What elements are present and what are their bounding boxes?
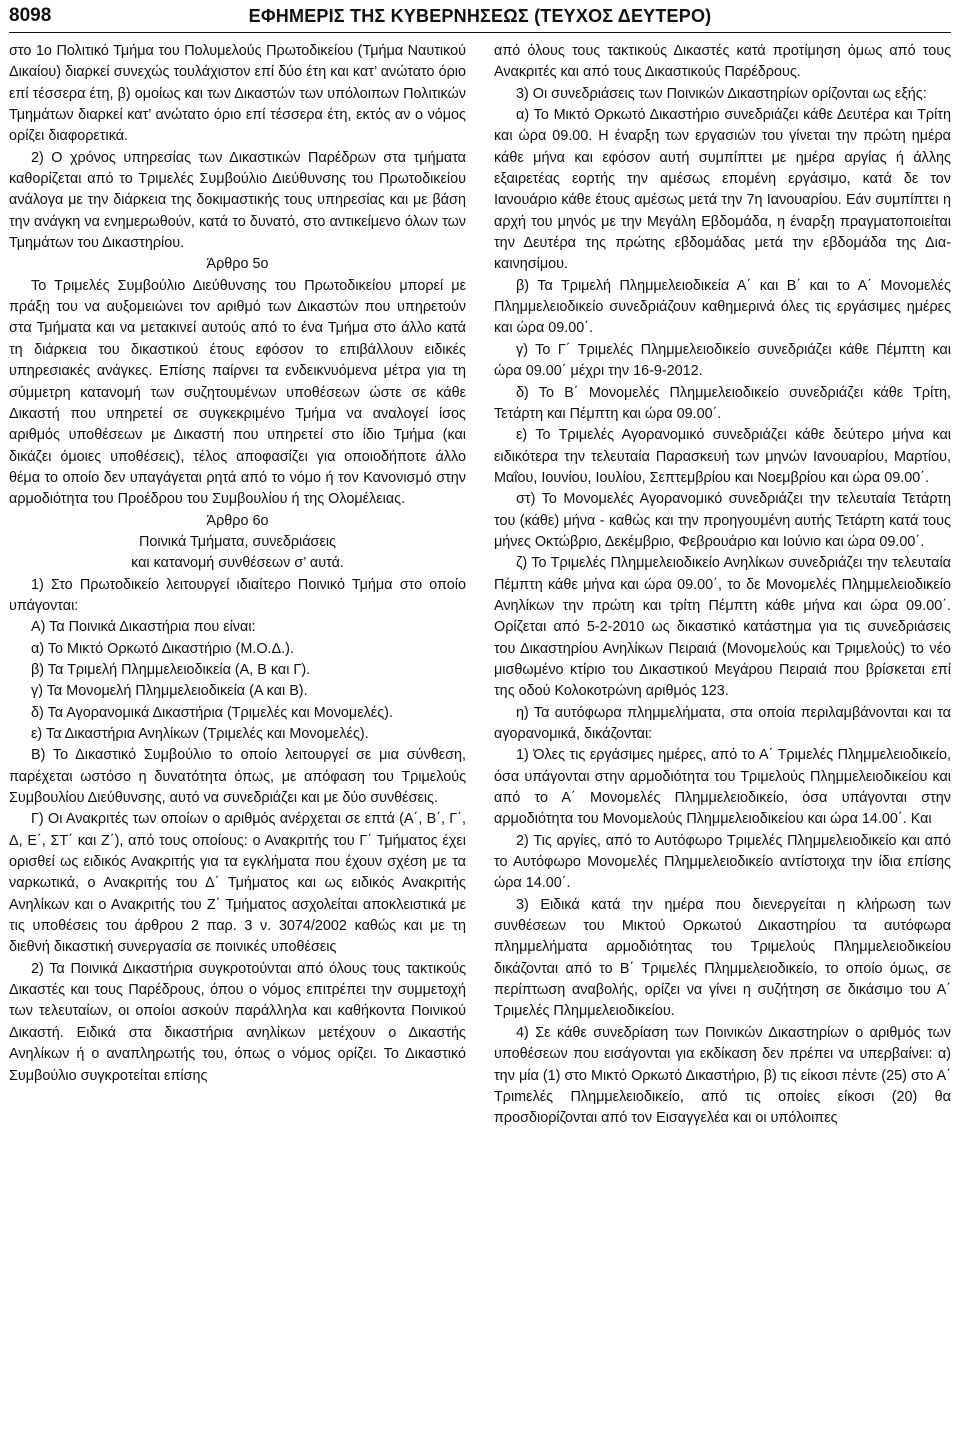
paragraph: β) Τα Τριμελή Πλημμελειοδικεία (Α, Β και Γ). xyxy=(31,661,311,678)
paragraph: στο 1ο Πολιτικό Τμήμα του Πολυμελούς Πρωτοδικείου (Τμήμα Ναυτικού Δικαίου) διαρκεί συνεχώς τουλάχιστον επί δύο έτη και κατ’ ανώτατο όριο επί τέσσερα έτη, β) ομοίως και των Δικαστών των υπόλοιπων Πολιτικών Τμημάτων διαρκεί κατ’ ανώτατο όριο επί τέσσερα έτη, εκτός αν ο νόμος ορίζει διαφορετικά. xyxy=(9,43,466,145)
paragraph: 2) Τα Ποινικά Δικαστήρια συγκροτούνται από όλους τους τακτικούς Δικαστές και τους Παρέδρους, όπου ο νόμος επιτρέπει την συμμετοχή των τελευταίων, οι οποίοι ασκούν παράλληλα και καθήκοντα Ποινικού Δικαστή. Ειδικά στα δικαστήρια ανηλίκων μετέχουν ο Δικαστής Ανηλίκων ή ο αναπληρωτής του, όπως ο νόμος ορίζει. Το Δικαστικό Συμβούλιο συγκροτείται επίσης xyxy=(9,960,466,1084)
paragraph: 2) Τις αργίες, από το Αυτόφωρο Τριμελές Πλημμελειοδικείο και από το Αυτόφωρο Μονομελές Πλημμελειοδικείο αντίστοιχα την ίδια επίσης ώρα 14.00΄. xyxy=(494,832,951,892)
paragraph: Α) Τα Ποινικά Δικαστήρια που είναι: xyxy=(31,619,256,636)
page-number: 8098 xyxy=(9,5,52,26)
paragraph: δ) Τα Αγορανομικά Δικαστήρια (Τριμελές και Μονομελές). xyxy=(31,704,393,721)
paragraph: ζ) Το Τριμελές Πλημμελειοδικείο Ανηλίκων συνεδριάζει την τελευταία Πέμπτη κάθε μήνα και ώρα 09.00΄, το δε Μονομελές Πλημμελειοδικείο Ανηλίκων την πρώτη και τρίτη Πέμπτη κάθε μήνα και ώρα 09.00΄. Ορίζεται από 5-2-2010 ως δικαστικό κατάστημα για τις συνεδριάσεις του Δικαστηρίου Ανηλίκων Πειραιά (Μονομελούς και Τριμελούς) το νέο μισθωμένο κτίριο του Δικαστικού Μεγάρου Πειραιά που βρίσκεται επί της οδού Κολοκοτρώνη αριθμός 123. xyxy=(494,555,951,700)
paragraph: 1) Όλες τις εργάσιμες ημέρες, από το Α΄ Τριμελές Πλημμελειοδικείο, όσα υπάγονται στην αρμοδιότητα του Τριμελούς Πλημμελειοδικείου και από το Α΄ Μονομελές Πλημμελειοδικείο, όσα υπάγονται στην αρμοδιότητα του Μονομελούς Πλημμελειοδικείου και ώρα 14.00΄. Και xyxy=(494,747,951,828)
paragraph: α) Το Μικτό Ορκωτό Δικαστήριο συνεδριάζει κάθε Δευτέρα και Τρίτη και ώρα 09.00. Η έναρξη των εργασιών του γίνεται την πρώτη ημέρα κάθε μήνα και εφόσον αυτή συμπίπτει με ημέρα αργίας ή άλλης εξαιρετέας εορτής την αμέσως επομένη εργάσιμο, κατά δε τον Ιανουάριο κάθε έτους αμέσως μετά την 7η Ιανουαρίου. Εάν συμπίπτει η αρχή του μηνός με την Μεγάλη Εβδομάδα, η έναρξη πραγματοποιείται την Δευτέρα της πρώτης εβδομάδας μετά την εβδομάδα της Διακαινησίμου. xyxy=(494,107,951,273)
paragraph: α) Το Μικτό Ορκωτό Δικαστήριο (Μ.Ο.Δ.). xyxy=(31,640,294,657)
paragraph: Το Τριμελές Συμβούλιο Διεύθυνσης του Πρωτοδικείου μπορεί με πράξη του να αυξομειώνει τον αριθμό των Δικαστών που υπηρετούν στα Τμήματα και να μετακινεί αυτούς από το ένα Τμήμα στο άλλο κατά τη διάρκεια του δικαστικού έτους εφόσον το επιβάλλουν ειδικές υπηρεσιακές ανάγκες. Επίσης παίρνει τα ενδεικνυόμενα μέτρα για τη σύμμετρη κατανομή των συζητουμένων υποθέσεων ώστε σε κάθε Δικαστή που υπηρετεί σε συγκεκριμένο Τμήμα να αναλογεί ίσος αριθμός υποθέσεων με Δικαστή που υπηρετεί στο ίδιο Τμήμα (και δικάζει όμοιες υποθέσεις), τέλος αποφασίζει για οποιοδήποτε άλλο θέμα το οποίο δεν υπαγάγεται ρητά από το νόμο ή τον Κανονισμό στην αρμοδιότητα του Προέδρου του Συμβουλίου ή της Ολομέλειας. xyxy=(9,277,466,508)
text-columns xyxy=(9,41,951,1130)
paragraph: γ) Το Γ΄ Τριμελές Πλημμελειοδικείο συνεδριάζει κάθε Πέμπτη και ώρα 09.00΄ μέχρι την 16-9-2012. xyxy=(494,341,951,380)
paragraph: Γ) Οι Ανακριτές των οποίων ο αριθμός ανέρχεται σε επτά (Α΄, Β΄, Γ΄, Δ, Ε΄, ΣΤ΄ και Ζ΄), από τους οποίους: ο Ανακριτής του Γ΄ Τμήματος έχει ορισθεί ως ειδικός Ανακριτής για τα εγκλήματα που έχουν σχέση με τα ναρκωτικά, ο Ανακριτής του Δ΄ Τμήματος και ως ειδικός Ανακριτής Ανηλίκων και ο Ανακριτής του Ζ΄ Τμήματος ασχολείται αποκλειστικά με τις υποθέσεις του άρθρου 2 παρ. 3 ν. 3074/2002 καθώς και με τη διεθνή δικαστική συνεργασία σε ποινικές υποθέσεις xyxy=(9,811,466,956)
journal-title: ΕΦΗΜΕΡΙΣ ΤΗΣ ΚΥΒΕΡΝΗΣΕΩΣ (ΤΕΥΧΟΣ ΔΕΥΤΕΡΟ) xyxy=(248,5,712,26)
paragraph: 1) Στο Πρωτοδικείο λειτουργεί ιδιαίτερο Ποινικό Τμήμα στο οποίο υπάγονται: xyxy=(9,576,466,614)
paragraph: ε) Τα Δικαστήρια Ανηλίκων (Τριμελές και Μονομελές). xyxy=(31,726,369,742)
right-column xyxy=(494,41,951,1130)
paragraph: γ) Τα Μονομελή Πλημμελειοδικεία (Α και Β). xyxy=(31,683,308,700)
paragraph: Β) Το Δικαστικό Συμβούλιο το οποίο λειτουργεί σε μια σύνθεση, παρέχεται ωστόσο η δυνατότητα όπως, με απόφαση του Τριμελούς Συμβουλίου Διεύθυνσης, αυτό να συνεδριάζει και με δύο συνθέσεις. xyxy=(9,747,466,807)
left-column xyxy=(9,41,466,1130)
section-heading: και κατανομή συνθέσεων σ’ αυτά. xyxy=(131,555,344,572)
paragraph: ε) Το Τριμελές Αγορανομικό συνεδριάζει κάθε δεύτερο μήνα και ειδικότερα την τελευταία Παρασκευή των μηνών Ιανουαρίου, Μαρτίου, Μαΐου, Ιουνίου, Ιουλίου, Σεπτεμβρίου και Νοεμβρίου και ώρα 09.00΄. xyxy=(494,427,951,486)
section-heading: Ποινικά Τμήματα, συνεδριάσεις xyxy=(138,533,336,550)
paragraph: 3) Οι συνεδριάσεις των Ποινικών Δικαστηρίων ορίζονται ως εξής: xyxy=(516,85,927,102)
paragraph: η) Τα αυτόφωρα πλημμελήματα, στα οποία περιλαμβάνονται και τα αγορανομικά, δικάζονται: xyxy=(494,704,951,742)
page-header xyxy=(9,0,951,33)
paragraph: 2) Ο χρόνος υπηρεσίας των Δικαστικών Παρέδρων στα τμήματα καθορίζεται από το Τριμελές Συμβούλιο Διεύθυνσης του Πρωτοδικείου ανάλογα με την διάρκεια της δοκιμαστικής τους υπηρεσίας και με βάση την ανάγκη να ενημερωθούν, κατά το δυνατό, στο αντικείμενο όλων των Τμημάτων του Δικαστηρίου. xyxy=(9,149,466,252)
paragraph: β) Τα Τριμελή Πλημμελειοδικεία Α΄ και Β΄ και το Α΄ Μονομελές Πλημμελειοδικείο συνεδριάζουν καθημερινά όλες τις εργάσιμες ημέρες και ώρα 09.00΄. xyxy=(494,277,951,337)
paragraph: 3) Ειδικά κατά την ημέρα που διενεργείται η κλήρωση των συνθέσεων του Μικτού Ορκωτού Δικαστηρίου τα αυτόφωρα πλημμελήματα αρμοδιότητας του Τριμελούς Πλημμελειοδικείου δικάζονται από το Β΄ Τριμελές Πλημμελειοδικείο, το οποίο όμως, σε περίπτωση αναβολής, ορίζει να γίνει η συζήτηση σε δικάσιμο του Α΄ Τριμελές Πλημμελειοδικείου. xyxy=(494,896,951,1020)
paragraph: στ) Το Μονομελές Αγορανομικό συνεδριάζει την τελευταία Τετάρτη του (κάθε) μήνα - καθώς και την προηγουμένη αυτής Τετάρτη κατά τους μήνες Οκτώβριο, Δεκέμβριο, Φεβρουάριο και Ιούνιο και ώρα 09.00΄. xyxy=(494,491,951,550)
section-heading: Άρθρο 6ο xyxy=(206,512,269,529)
paragraph: 4) Σε κάθε συνεδρίαση των Ποινικών Δικαστηρίων ο αριθμός των υποθέσεων που εισάγονται για εκδίκαση δεν πρέπει να υπερβαίνει: α) την μία (1) στο Μικτό Ορκωτό Δικαστήριο, β) τις είκοσι πέντε (25) στο Α΄ Τριmελές Πλημμελειοδικείο, από τις οποίες είκοσι (20) θα προσδιορίζονται από τον Εισαγγελέα και οι υπόλοιπες xyxy=(494,1024,951,1127)
paragraph: από όλους τους τακτικούς Δικαστές κατά προτίμηση όμως από τους Ανακριτές και από τους Δικαστικούς Παρέδρους. xyxy=(494,43,951,81)
paragraph: δ) Το Β΄ Μονομελές Πλημμελειοδικείο συνεδριάζει κάθε Τρίτη, Τετάρτη και Πέμπτη και ώρα 09.00΄. xyxy=(494,384,951,422)
section-heading: Άρθρο 5ο xyxy=(206,256,269,273)
